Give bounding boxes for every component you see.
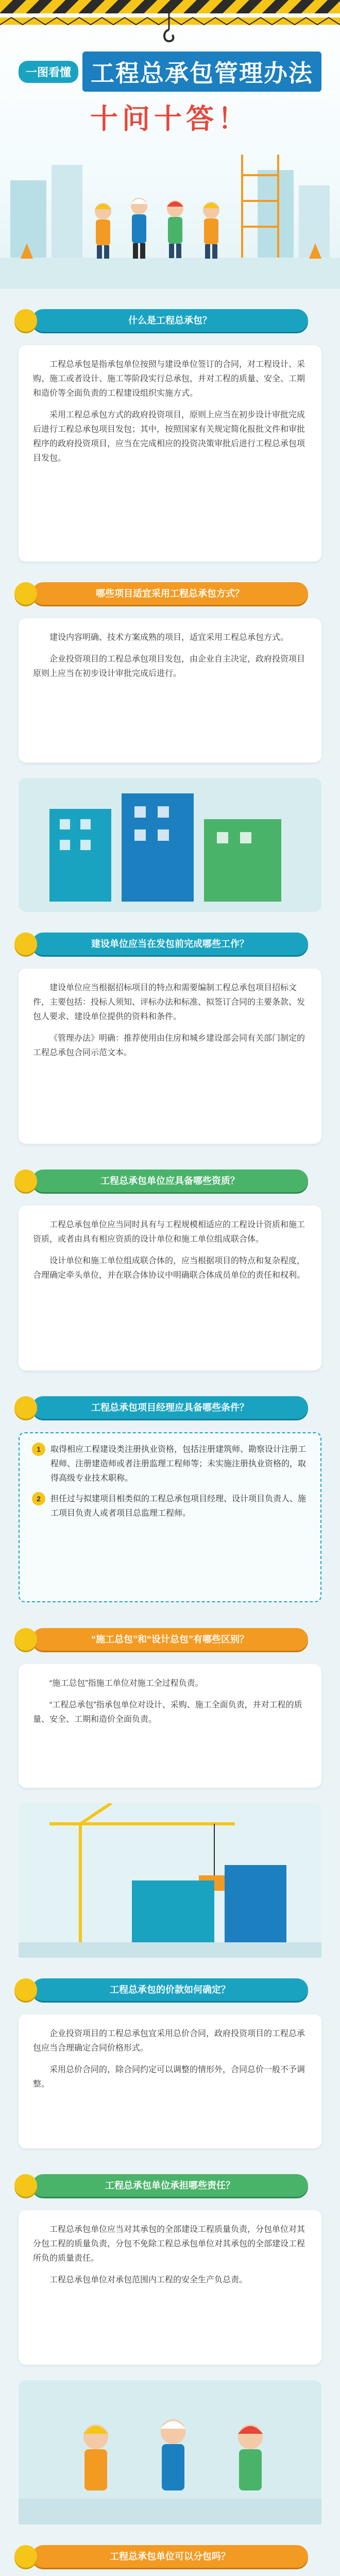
section-6-title: “施工总包”和“设计总包”有哪些区别？ (32, 1628, 308, 1651)
section-1-card (19, 345, 321, 562)
section-7-title: 工程总承包的价款如何确定？ (32, 1978, 308, 2001)
section-3-title: 建设单位应当在发包前完成哪些工作？ (32, 933, 308, 955)
workers-illustration (19, 2380, 321, 2524)
bullet-icon (14, 1978, 37, 2001)
section-6-para-1: “施工总包”指施工单位对施工全过程负责。 (49, 1679, 203, 1688)
section-4-title: 工程总承包单位应具备哪些资质？ (32, 1170, 308, 1192)
section-5-para-2: 担任过与拟建项目相类似的工程总承包项目经理、设计项目负责人、施工项目负责人或者项目总监理工程师。 (50, 1495, 307, 1518)
worker-group (95, 198, 219, 259)
section-7-para-1: 企业投资项目的工程总承包宜采用总价合同，政府投资项目的工程总承包应当合理确定合同价格形式。 (33, 2029, 305, 2053)
section-8-para-1: 工程总承包单位应当对其承包的全部建设工程质量负责，分包单位对其分包工程的质量负责，分包不免除工程总承包单位对其承包的全部建设工程所负的质量责任。 (33, 2225, 305, 2263)
crane-hook-icon (162, 13, 176, 44)
section-7-para-2: 采用总价合同的，除合同约定可以调整的情形外，合同总价一般不予调整。 (33, 2065, 305, 2089)
construction-scene-illustration (0, 124, 340, 289)
section-2-para-1: 建设内容明确、技术方案成熟的项目，适宜采用工程总承包方式。 (49, 633, 289, 642)
section-6-card (19, 1664, 321, 1788)
section-5-card (19, 1432, 321, 1602)
bullet-icon (14, 933, 37, 955)
section-5-title: 工程总承包项目经理应具备哪些条件？ (32, 1396, 308, 1419)
section-8-para-2: 工程总承包单位对承包范围内工程的安全生产负总责。 (49, 2276, 248, 2284)
bullet-icon (14, 1396, 37, 1419)
building-illustration (19, 778, 321, 912)
section-3-card (19, 969, 321, 1144)
bullet-icon (14, 1628, 37, 1651)
section-5-para-1: 取得相应工程建设类注册执业资格，包括注册建筑师、勘察设计注册工程师、注册建造师或者注册监理工程师等；未实施注册执业资格的，取得高级专业技术职称。 (50, 1445, 307, 1483)
title-block (0, 52, 340, 134)
number-badge: 1 (32, 1443, 45, 1456)
bullet-icon (14, 582, 37, 605)
section-4-para-1: 工程总承包单位应当同时具有与工程规模相适应的工程设计资质和施工资质，或者由具有相应资质的设计单位和施工单位组成联合体。 (33, 1221, 305, 1244)
crane-site-illustration (19, 1803, 321, 1958)
section-7-card (19, 2014, 321, 2148)
bullet-icon (14, 1170, 37, 1192)
section-4-card (19, 1206, 321, 1370)
hero-banner (0, 0, 340, 289)
bullet-icon (14, 309, 37, 332)
section-4-para-2: 设计单位和施工单位组成联合体的，应当根据项目的特点和复杂程度，合理确定牵头单位，并在联合体协议中明确联合体成员单位的责任和权利。 (33, 1257, 305, 1280)
bullet-icon (14, 2174, 37, 2197)
number-badge: 2 (32, 1492, 45, 1505)
section-8-title: 工程总承包单位承担哪些责任？ (32, 2174, 308, 2197)
section-3-para-1: 建设单位应当根据招标项目的特点和需要编制工程总承包项目招标文件，主要包括：投标人须知、评标办法和标准、拟签订合同的主要条款、发包人要求、建设单位提供的资料和条件。 (33, 984, 305, 1021)
section-2-title: 哪些项目适宜采用工程总承包方式？ (32, 582, 308, 605)
title-prefix: 一图看懂 (19, 61, 78, 83)
page-title: 工程总承包管理办法 (82, 52, 321, 92)
section-6-para-2: “工程总承包”指承包单位对设计、采购、施工全面负责，并对工程的质量、安全、工期和造价全面负责。 (33, 1701, 302, 1724)
section-1-para-1: 工程总承包是指承包单位按照与建设单位签订的合同，对工程设计、采购、施工或者设计、施工等阶段实行总承包，并对工程的质量、安全、工期和造价等全面负责的工程建设组织实施方式。 (33, 360, 305, 398)
section-1-para-2: 采用工程总承包方式的政府投资项目，原则上应当在初步设计审批完成后进行工程总承包项目发包；其中，按照国家有关规定简化报批文件和审批程序的政府投资项目，应当在完成相应的投资决策审批后进行工程总承包项目发包。 (33, 411, 305, 463)
bullet-icon (14, 2545, 37, 2568)
section-3-para-2: 《管理办法》明确：推荐使用由住房和城乡建设部会同有关部门制定的工程总承包合同示范文本。 (33, 1034, 305, 1057)
section-1-title: 什么是工程总承包？ (32, 309, 308, 332)
page-subtitle: 十问十答！ (90, 104, 250, 134)
section-8-card (19, 2210, 321, 2365)
section-9-title: 工程总承包单位可以分包吗？ (32, 2545, 308, 2568)
section-2-para-2: 企业投资项目的工程总承包项目发包，由企业自主决定，政府投资项目原则上应当在初步设计审批完成后进行。 (33, 655, 305, 678)
section-2-card (19, 618, 321, 762)
hazard-stripe (0, 0, 340, 13)
